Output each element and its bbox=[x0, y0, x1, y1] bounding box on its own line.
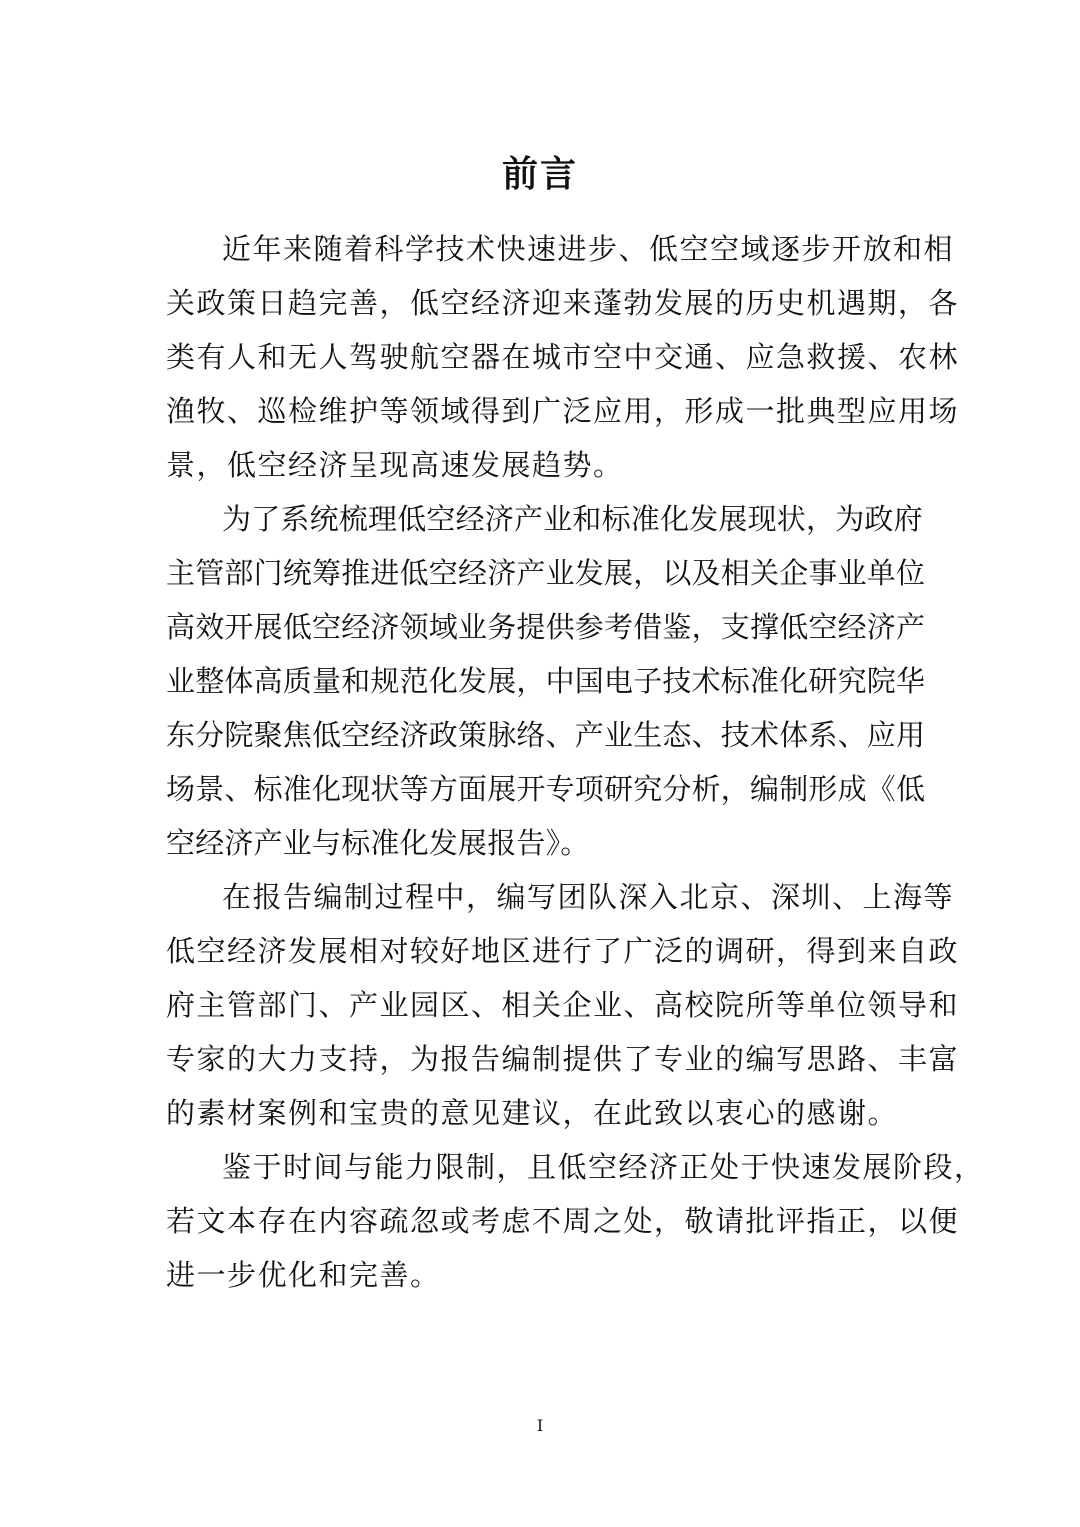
paragraph-4-line-3: 进一步优化和完善。 bbox=[166, 1258, 441, 1292]
paragraph-4-line-1: 鉴于时间与能力限制，且低空经济正处于快速发展阶段， bbox=[222, 1150, 985, 1184]
paragraph-1-line-1: 近年来随着科学技术快速进步、低空空域逐步开放和相 bbox=[222, 232, 955, 266]
paragraph-3-line-1: 在报告编制过程中，编写团队深入北京、深圳、上海等 bbox=[222, 880, 955, 914]
paragraph-2-line-4: 业整体高质量和规范化发展，中国电子技术标准化研究院华 bbox=[166, 664, 926, 698]
paragraph-2-line-1: 为了系统梳理低空经济产业和标准化发展现状，为政府 bbox=[222, 502, 923, 536]
paragraph-1-line-3: 类有人和无人驾驶航空器在城市空中交通、应急救援、农林 bbox=[166, 340, 960, 374]
page-title: 前言 bbox=[501, 154, 578, 195]
page-number: I bbox=[536, 1416, 544, 1435]
paragraph-3-line-5: 的素材案例和宝贵的意见建议，在此致以衷心的感谢。 bbox=[166, 1096, 899, 1130]
paragraph-2-line-3: 高效开展低空经济领域业务提供参考借鉴，支撑低空经济产 bbox=[166, 610, 926, 644]
paragraph-4-line-2: 若文本存在内容疏忽或考虑不周之处，敬请批评指正，以便 bbox=[166, 1204, 960, 1238]
paragraph-3-line-2: 低空经济发展相对较好地区进行了广泛的调研，得到来自政 bbox=[166, 934, 960, 968]
paragraph-3-line-4: 专家的大力支持，为报告编制提供了专业的编写思路、丰富 bbox=[166, 1042, 960, 1076]
paragraph-2-line-5: 东分院聚焦低空经济政策脉络、产业生态、技术体系、应用 bbox=[166, 718, 926, 752]
paragraph-2-line-2: 主管部门统筹推进低空经济产业发展，以及相关企事业单位 bbox=[166, 556, 926, 590]
paragraph-3-line-3: 府主管部门、产业园区、相关企业、高校院所等单位领导和 bbox=[166, 988, 960, 1022]
paragraph-1-line-4: 渔牧、巡检维护等领域得到广泛应用，形成一批典型应用场 bbox=[166, 394, 960, 428]
paragraph-2-line-6: 场景、标准化现状等方面展开专项研究分析，编制形成《低 bbox=[166, 772, 926, 806]
paragraph-2-line-7: 空经济产业与标准化发展报告》。 bbox=[166, 826, 590, 860]
paragraph-1-line-2: 关政策日趋完善，低空经济迎来蓬勃发展的历史机遇期，各 bbox=[166, 286, 960, 320]
paragraph-1-line-5: 景，低空经济呈现高速发展趋势。 bbox=[166, 448, 624, 482]
